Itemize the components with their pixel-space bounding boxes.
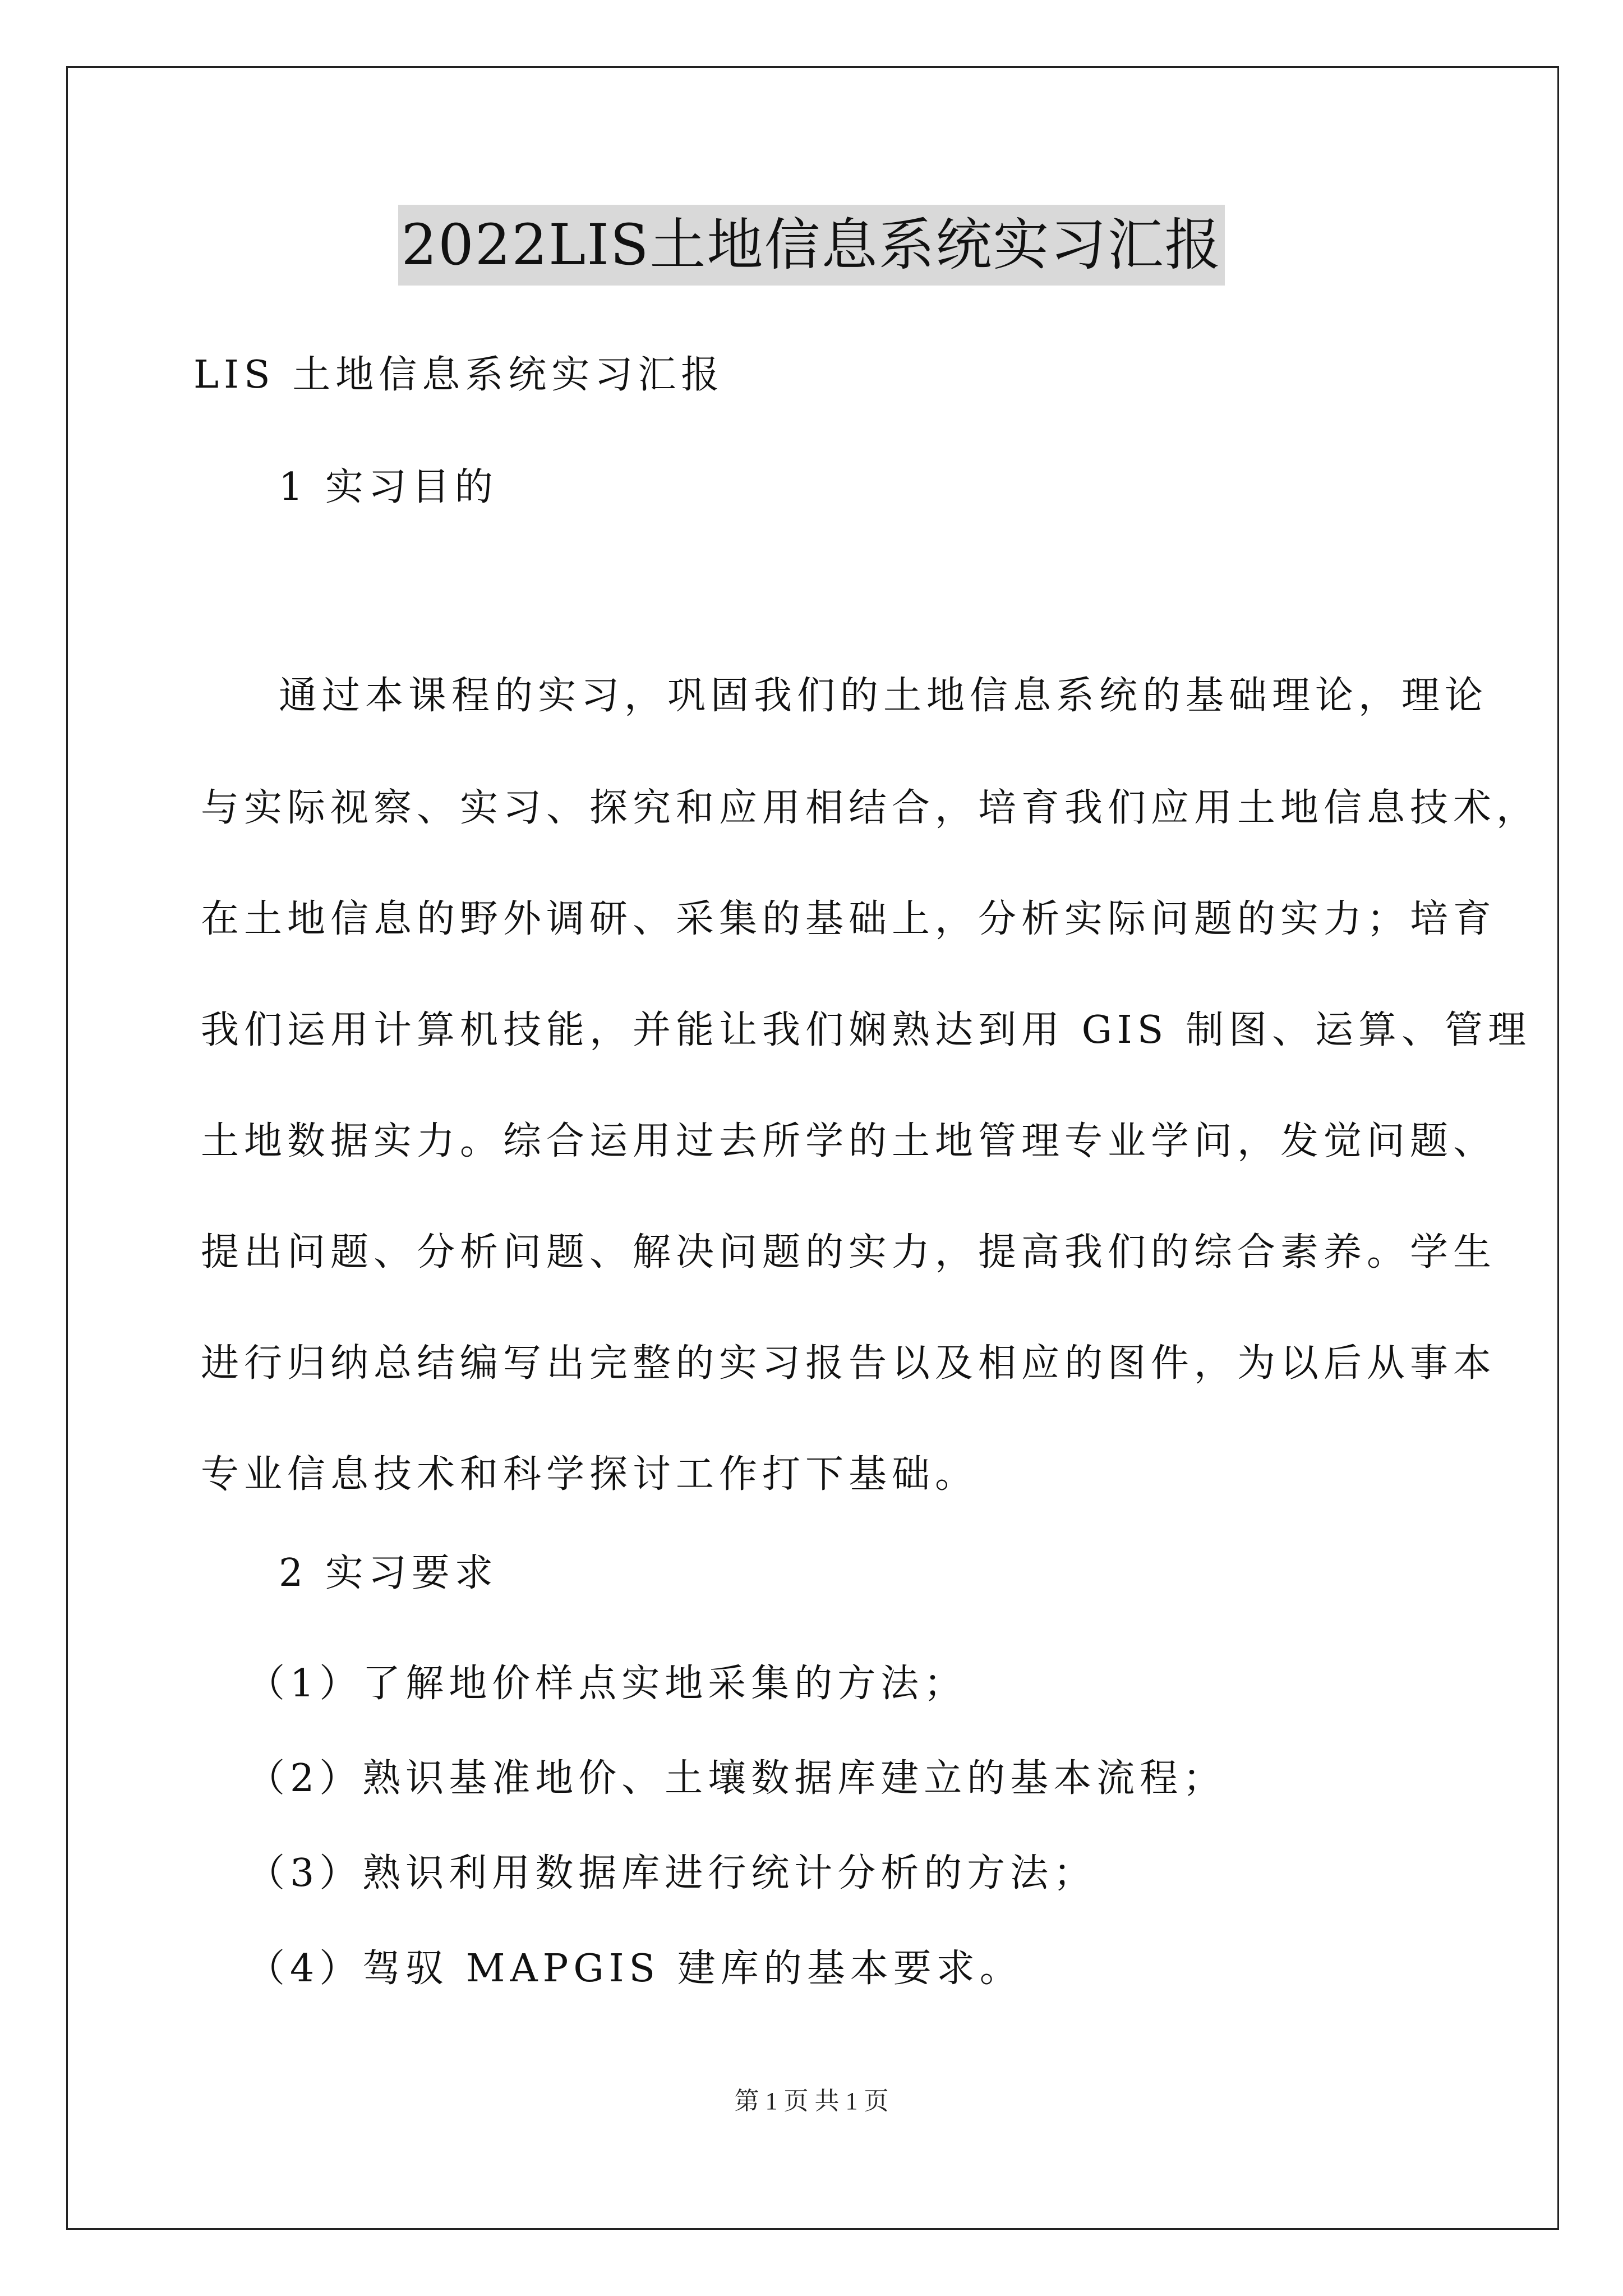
document-title: 2022LIS土地信息系统实习汇报 bbox=[398, 205, 1225, 286]
paragraph-line: 土地数据实力。综合运用过去所学的土地管理专业学问，发觉问题、 bbox=[201, 1119, 1497, 1163]
requirement-item: （3）熟识利用数据库进行统计分析的方法； bbox=[247, 1851, 1097, 1895]
paragraph-line: 在土地信息的野外调研、采集的基础上，分析实际问题的实力；培育 bbox=[201, 897, 1497, 941]
document-subtitle: LIS 土地信息系统实习汇报 bbox=[193, 353, 725, 397]
paragraph-line: 与实际视察、实习、探究和应用相结合，培育我们应用土地信息技术， bbox=[201, 786, 1540, 830]
title-container bbox=[0, 205, 1623, 286]
requirement-item: （2）熟识基准地价、土壤数据库建立的基本流程； bbox=[247, 1756, 1227, 1801]
section-heading-2: 2 实习要求 bbox=[279, 1551, 498, 1595]
paragraph-line: 专业信息技术和科学探讨工作打下基础。 bbox=[201, 1452, 979, 1497]
paragraph-line: 通过本课程的实习，巩固我们的土地信息系统的基础理论，理论 bbox=[279, 674, 1488, 718]
paragraph-line: 我们运用计算机技能，并能让我们娴熟达到用 GIS 制图、运算、管理 bbox=[201, 1008, 1531, 1052]
page-footer: 第 1 页 共 1 页 bbox=[734, 2087, 889, 2115]
requirement-item: （1）了解地价样点实地采集的方法； bbox=[247, 1662, 967, 1706]
requirement-item: （4）驾驭 MAPGIS 建库的基本要求。 bbox=[247, 1947, 1023, 1991]
paragraph-line: 提出问题、分析问题、解决问题的实力，提高我们的综合素养。学生 bbox=[201, 1230, 1497, 1274]
paragraph-line: 进行归纳总结编写出完整的实习报告以及相应的图件，为以后从事本 bbox=[201, 1341, 1497, 1386]
section-heading-1: 1 实习目的 bbox=[279, 465, 498, 509]
